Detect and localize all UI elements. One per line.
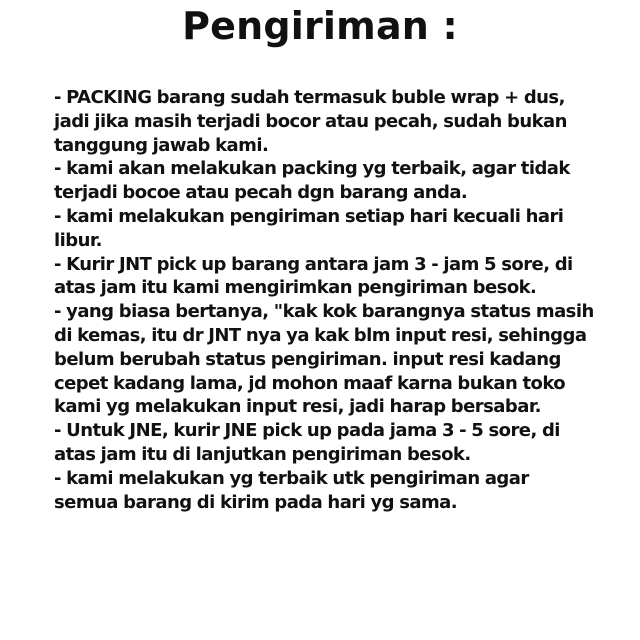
shipping-terms-text (54, 86, 614, 514)
text-line: atas jam itu di lanjutkan pengiriman besok. (54, 443, 471, 465)
text-line: terjadi bocoe atau pecah dgn barang anda. (54, 182, 468, 204)
text-line: cepet kadang lama, jd mohon maaf karna bukan toko (54, 372, 566, 394)
text-line: jadi jika masih terjadi bocor atau pecah, sudah bukan (54, 110, 567, 132)
text-line: - Untuk JNE, kurir JNE pick up pada jama 3 - 5 sore, di (54, 420, 560, 442)
text-line: belum berubah status pengiriman. input resi kadang (54, 348, 561, 370)
text-line: - Kurir JNT pick up barang antara jam 3 - jam 5 sore, di (54, 253, 573, 275)
text-line: - yang biasa bertanya, "kak kok barangnya status masih (54, 301, 594, 323)
text-line: - kami melakukan pengiriman setiap hari kecuali hari (54, 205, 564, 227)
text-line: tanggung jawab kami. (54, 134, 269, 156)
text-line: libur. (54, 229, 102, 251)
text-line: atas jam itu kami mengirimkan pengiriman besok. (54, 277, 537, 299)
text-line: di kemas, itu dr JNT nya ya kak blm input resi, sehingga (54, 324, 587, 346)
text-line: - kami akan melakukan packing yg terbaik, agar tidak (54, 158, 570, 180)
page-title: Pengiriman : (182, 4, 458, 48)
text-line: - kami melakukan yg terbaik utk pengiriman agar (54, 467, 529, 489)
text-line: - PACKING barang sudah termasuk buble wrap + dus, (54, 87, 565, 108)
text-line: kami yg melakukan input resi, jadi harap bersabar. (54, 396, 541, 418)
text-line: semua barang di kirim pada hari yg sama. (54, 491, 458, 513)
